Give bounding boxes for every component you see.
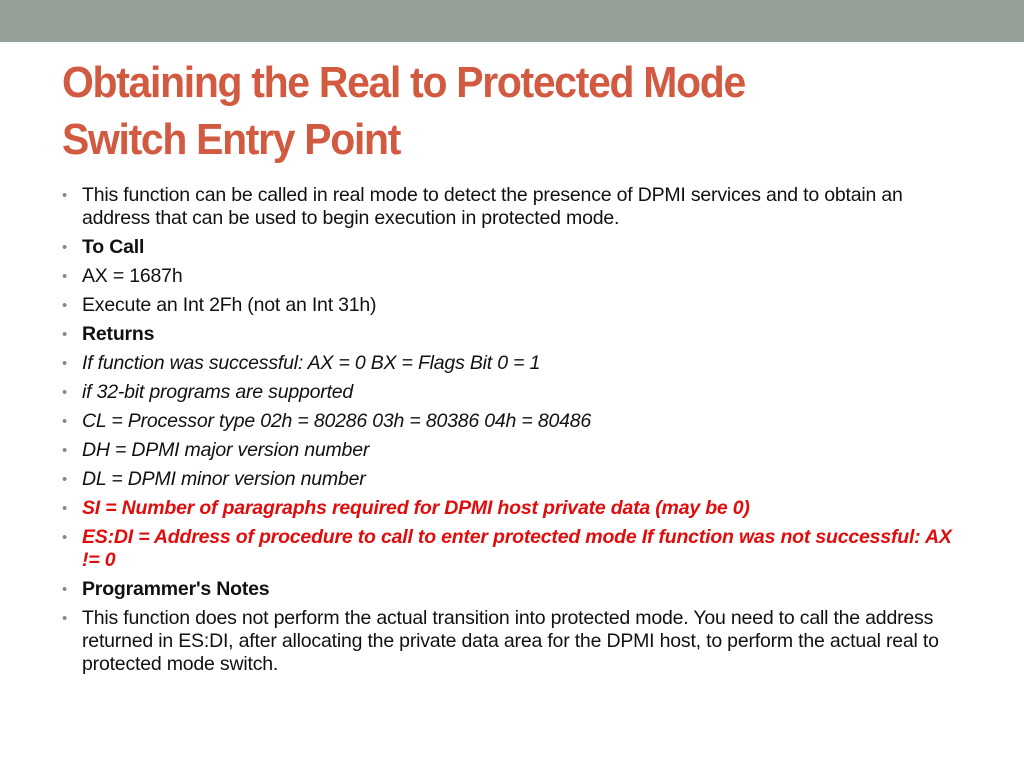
bullet-text: if 32-bit programs are supported: [82, 381, 354, 403]
bullet-item: [62, 352, 974, 375]
slide-title: [62, 54, 927, 168]
bullet-item: [62, 468, 974, 491]
bullet-item: [62, 265, 974, 288]
bullet-text: CL = Processor type 02h = 80286 03h = 80386 04h = 80486: [82, 410, 592, 432]
bullet-text: To Call: [82, 236, 145, 258]
bullet-text: AX = 1687h: [82, 265, 183, 287]
bullet-item: [62, 497, 974, 520]
bullet-item: [62, 236, 974, 259]
bullet-text: This function can be called in real mode to detect the presence of DPMI services and to obtain an address that can be used to begin execution in protected mode.: [82, 184, 903, 229]
bullet-item: [62, 184, 974, 230]
bullet-dot: •: [62, 413, 68, 430]
bullet-text: Execute an Int 2Fh (not an Int 31h): [82, 294, 377, 316]
bullet-text: Programmer's Notes: [82, 578, 270, 600]
bullet-text: If function was successful: AX = 0 BX = Flags Bit 0 = 1: [82, 352, 541, 374]
bullet-dot: •: [62, 384, 68, 401]
bullet-dot: •: [62, 239, 68, 256]
bullet-dot: •: [62, 326, 68, 343]
bullet-text: This function does not perform the actual transition into protected mode. You need to call the address returned in ES:DI, after allocating the private data area for the DPMI host, to perform the actual real to protected mode switch.: [82, 607, 939, 675]
bullet-dot: •: [62, 529, 68, 546]
bullet-dot: •: [62, 442, 68, 459]
bullet-item: [62, 526, 974, 572]
bullet-item: [62, 578, 974, 601]
bullet-dot: •: [62, 500, 68, 517]
bullet-text: Returns: [82, 323, 155, 345]
bullet-dot: •: [62, 471, 68, 488]
slide-title-line-2: Switch Entry Point: [62, 115, 401, 164]
bullet-dot: •: [62, 268, 68, 285]
bullet-item: [62, 607, 974, 676]
bullet-dot: •: [62, 187, 68, 204]
bullet-item: [62, 439, 974, 462]
bullet-text: SI = Number of paragraphs required for DPMI host private data (may be 0): [82, 497, 750, 519]
bullet-item: [62, 410, 974, 433]
bullet-item: [62, 323, 974, 346]
bullet-text: DL = DPMI minor version number: [82, 468, 366, 490]
bullet-dot: •: [62, 355, 68, 372]
bullet-dot: •: [62, 610, 68, 627]
bullet-item: [62, 294, 974, 317]
slide-top-bar: [0, 0, 1024, 42]
bullet-text: ES:DI = Address of procedure to call to enter protected mode If function was not successful: AX != 0: [82, 526, 952, 571]
bullet-item: [62, 381, 974, 404]
bullet-list: [62, 184, 974, 682]
bullet-dot: •: [62, 297, 68, 314]
bullet-dot: •: [62, 581, 68, 598]
slide-title-line-1: Obtaining the Real to Protected Mode: [62, 58, 745, 107]
bullet-text: DH = DPMI major version number: [82, 439, 370, 461]
